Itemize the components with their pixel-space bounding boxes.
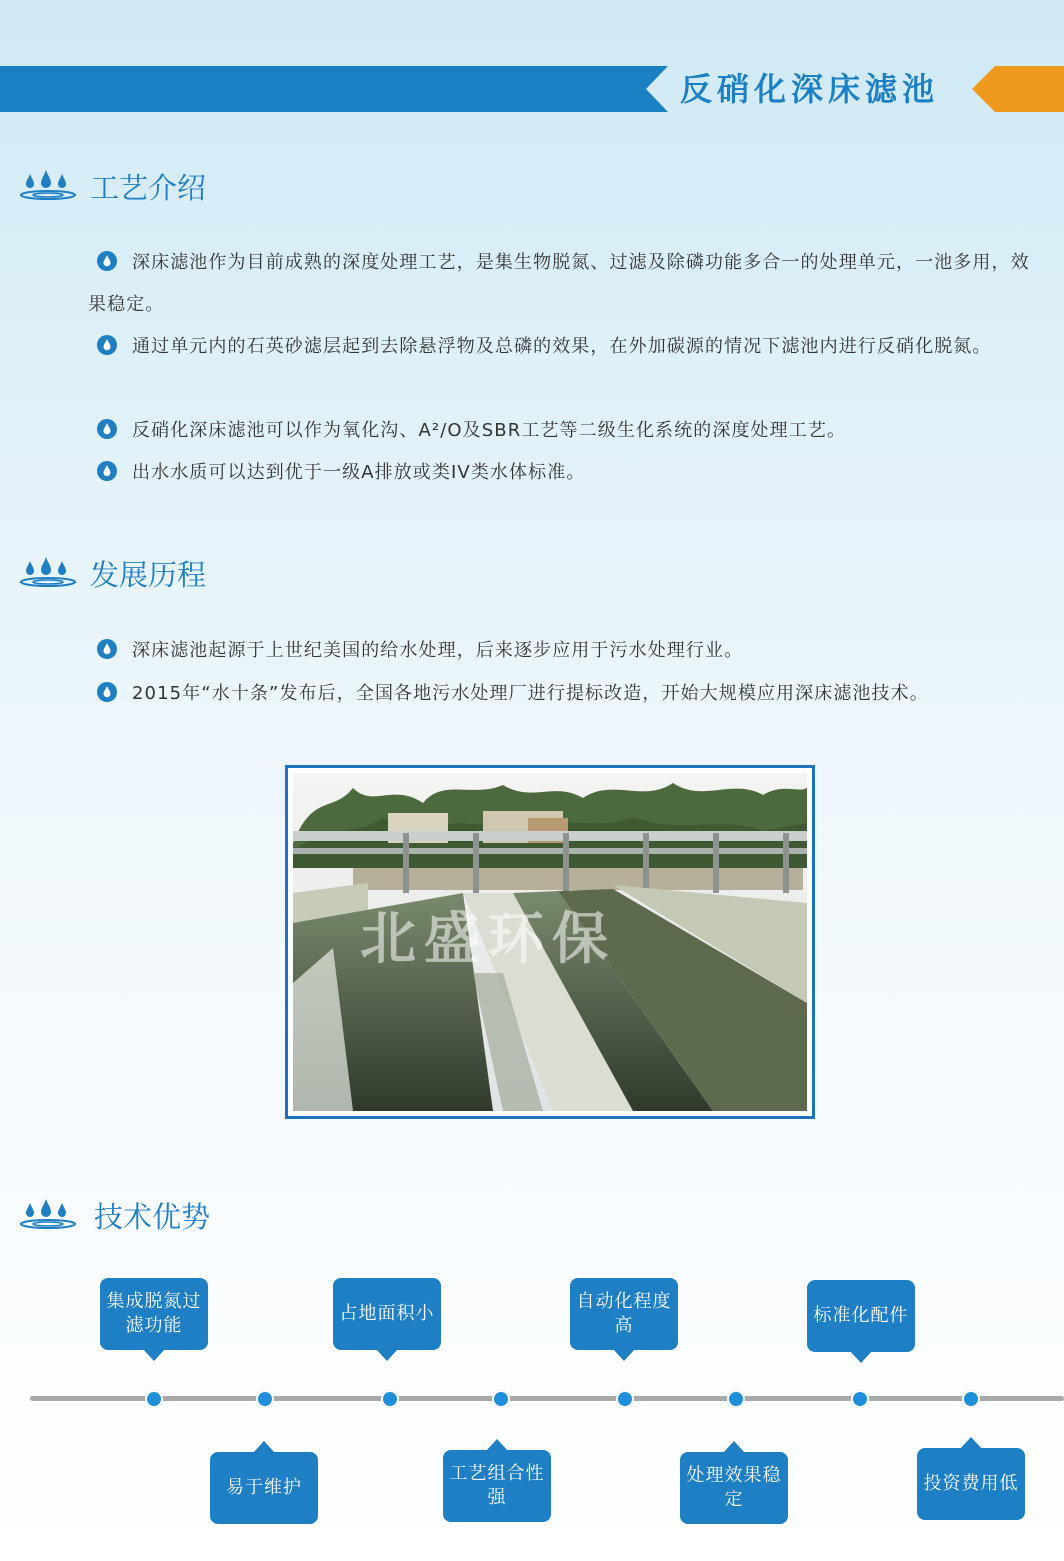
droplet-icon xyxy=(96,250,118,272)
advantage-box-integrated: 集成脱氮过滤功能 xyxy=(100,1278,208,1350)
timeline-dot xyxy=(145,1390,163,1408)
timeline-dot xyxy=(492,1390,510,1408)
section-heading-history xyxy=(18,555,258,595)
droplet-icon xyxy=(96,638,118,660)
advantage-box-stability: 处理效果稳定 xyxy=(680,1452,788,1524)
history-text-1: 深床滤池起源于上世纪美国的给水处理，后来逐步应用于污水处理行业。 xyxy=(132,640,744,661)
timeline-dot xyxy=(851,1390,869,1408)
timeline-line xyxy=(30,1396,1064,1401)
water-drops-icon xyxy=(18,168,78,208)
section-heading-advantages xyxy=(18,1197,258,1237)
advantage-box-standardized: 标准化配件 xyxy=(807,1280,915,1352)
intro-text-3: 反硝化深床滤池可以作为氧化沟、A²/O及SBR工艺等二级生化系统的深度处理工艺。 xyxy=(132,420,847,441)
section-title-advantages: 技术优势 xyxy=(94,1200,211,1234)
intro-text-1: 深床滤池作为目前成熟的深度处理工艺，是集生物脱氮、过滤及除磷功能多合一的处理单元，一池多用，效果稳定。 xyxy=(88,252,1030,315)
droplet-icon xyxy=(96,460,118,482)
timeline-dot xyxy=(381,1390,399,1408)
water-drops-icon xyxy=(18,1197,78,1237)
section-title-history: 发展历程 xyxy=(90,558,207,592)
intro-paragraph-2 xyxy=(88,326,1048,368)
intro-text-2: 通过单元内的石英砂滤层起到去除悬浮物及总磷的效果，在外加碳源的情况下滤池内进行反硝化脱氮。 xyxy=(132,336,992,357)
history-paragraph-1 xyxy=(88,630,1048,672)
droplet-icon xyxy=(96,334,118,356)
timeline-dot xyxy=(727,1390,745,1408)
history-paragraph-2 xyxy=(88,673,1048,715)
intro-paragraph-3 xyxy=(88,410,1048,452)
advantage-box-maintenance: 易于维护 xyxy=(210,1452,318,1524)
droplet-icon xyxy=(96,681,118,703)
timeline-dot xyxy=(616,1390,634,1408)
page-title: 反硝化深床滤池 xyxy=(680,70,940,108)
water-drops-icon xyxy=(18,555,78,595)
advantage-box-footprint: 占地面积小 xyxy=(333,1278,441,1350)
section-heading-intro xyxy=(18,168,258,208)
advantage-box-automation: 自动化程度高 xyxy=(570,1278,678,1350)
advantage-box-cost: 投资费用低 xyxy=(917,1448,1025,1520)
history-text-2: 2015年“水十条”发布后，全国各地污水处理厂进行提标改造，开始大规模应用深床滤池技术。 xyxy=(132,683,929,704)
intro-text-4: 出水水质可以达到优于一级A排放或类IV类水体标准。 xyxy=(132,462,586,483)
timeline-dot xyxy=(962,1390,980,1408)
intro-paragraph-1 xyxy=(88,242,1048,326)
photo-watermark: 北盛环保 xyxy=(360,906,616,972)
section-title-intro: 工艺介绍 xyxy=(90,171,207,205)
timeline-dot xyxy=(256,1390,274,1408)
intro-paragraph-4 xyxy=(88,452,1048,494)
advantage-box-combination: 工艺组合性强 xyxy=(443,1450,551,1522)
droplet-icon xyxy=(96,418,118,440)
